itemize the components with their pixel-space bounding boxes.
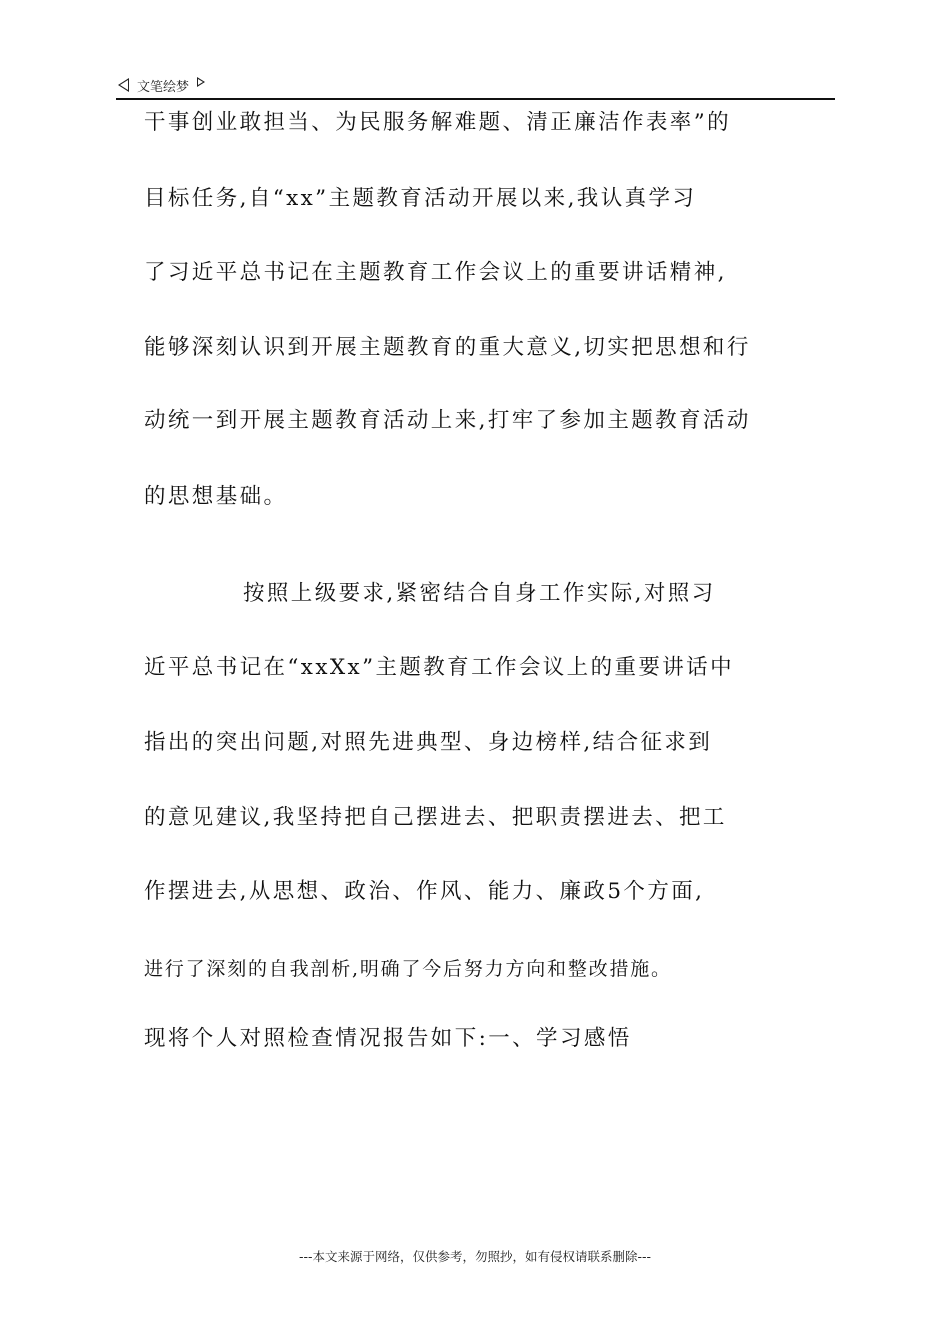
paragraph-line: 动统一到开展主题教育活动上来,打牢了参加主题教育活动 xyxy=(144,408,751,433)
paragraph-line: 的意见建议,我坚持把自己摆进去、把职责摆进去、把工 xyxy=(144,805,727,830)
paragraph-line: 近平总书记在“xxXx”主题教育工作会议上的重要讲话中 xyxy=(144,655,734,680)
source-disclaimer: ---本文来源于网络，仅供参考，勿照抄，如有侵权请联系删除--- xyxy=(298,1249,652,1264)
header-title: 文笔绘梦 xyxy=(137,79,190,95)
paragraph-line: 了习近平总书记在主题教育工作会议上的重要讲话精神, xyxy=(144,260,727,285)
paragraph-line: 目标任务,自“xx”主题教育活动开展以来,我认真学习 xyxy=(144,186,697,211)
triangle-left-icon xyxy=(118,78,129,92)
paragraph-line: 作摆进去,从思想、政治、作风、能力、廉政5个方面, xyxy=(144,879,705,904)
paragraph-line: 指出的突出问题,对照先进典型、身边榜样,结合征求到 xyxy=(144,730,713,755)
paragraph-line: 的思想基础。 xyxy=(144,484,288,509)
triangle-right-icon xyxy=(197,77,205,87)
document-header xyxy=(118,72,205,98)
header-divider xyxy=(116,98,835,100)
paragraph-line: 进行了深刻的自我剖析,明确了今后努力方向和整改措施。 xyxy=(144,958,672,980)
paragraph-line: 干事创业敢担当、为民服务解难题、清正廉洁作表率”的 xyxy=(144,110,731,135)
paragraph-line-indented: 按照上级要求,紧密结合自身工作实际,对照习 xyxy=(243,581,716,606)
paragraph-line: 能够深刻认识到开展主题教育的重大意义,切实把思想和行 xyxy=(144,335,751,360)
paragraph-line: 现将个人对照检查情况报告如下:一、学习感悟 xyxy=(144,1026,632,1051)
